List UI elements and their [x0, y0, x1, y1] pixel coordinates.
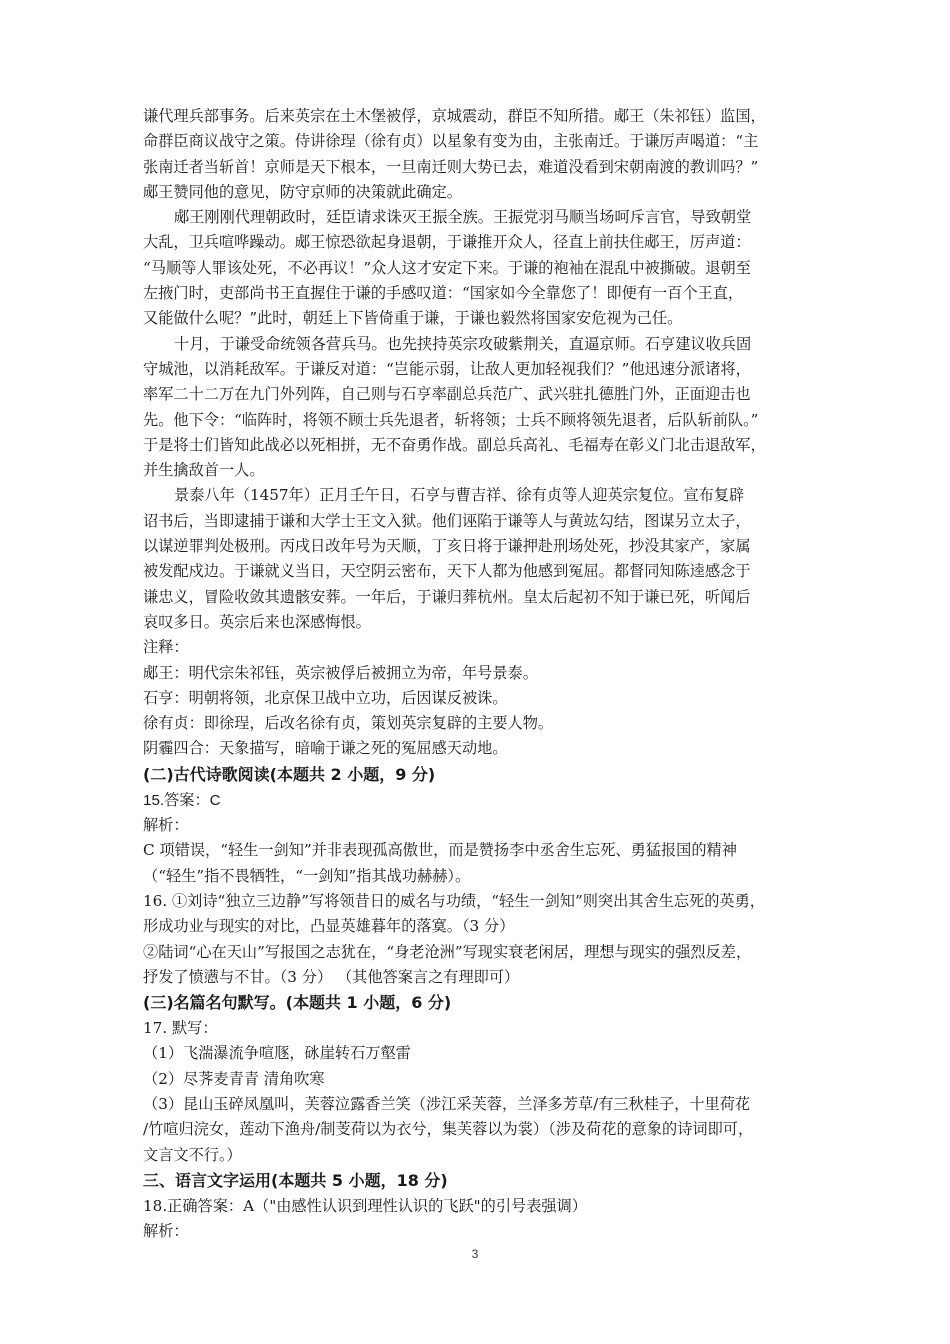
- section-heading: (三)名篇名句默写。(本题共 1 小题，6 分): [143, 993, 452, 1013]
- note-item: 石亨：明朝将领，北京保卫战中立功，后因谋反被诛。: [143, 688, 508, 707]
- question-15-answer: 15.答案：C: [143, 791, 221, 809]
- note-item: 阴霾四合：天象描写，暗喻于谦之死的冤屈感天动地。: [143, 739, 508, 758]
- notes-block: [143, 635, 811, 761]
- question-17-line: /竹喧归浣女，莲动下渔舟/制芰荷以为衣兮，集芙蓉以为裳）（涉及荷花的意象的诗词即可，: [143, 1120, 754, 1139]
- text-line: 张南迁者当斩首！京师是天下根本，一旦南迁则大势已去，难道没看到宋朝南渡的教训吗？”: [143, 157, 759, 176]
- text-line: 谦忠义，冒险收敛其遗骸安葬。一年后，于谦归葬杭州。皇太后起初不知于谦已死，听闻后: [143, 587, 751, 606]
- section-heading: (二)古代诗歌阅读(本题共 2 小题，9 分): [143, 764, 436, 784]
- paragraph-4: [143, 483, 811, 635]
- analysis-label: 解析：: [143, 1222, 189, 1241]
- text-line: 景泰八年（1457年）正月壬午日，石亨与曹吉祥、徐有贞等人迎英宗复位。宣布复辟: [174, 486, 745, 505]
- question-16-line: ②陆词“心在天山”写报国之志犹在，“身老沧洲”写现实衰老闲居，理想与现实的强烈反差，: [143, 942, 752, 961]
- question-16-line: 抒发了愤懑与不甘。（3 分） （其他答案言之有理即可）: [143, 967, 520, 986]
- page-number: 3: [471, 1247, 479, 1261]
- section-poetry-reading: [143, 762, 811, 990]
- note-item: 郕王：明代宗朱祁钰，英宗被俘后被拥立为帝，年号景泰。: [143, 663, 538, 682]
- text-line: 被发配戍边。于谦就义当日，天空阴云密布，天下人都为他感到冤屈。都督同知陈逵感念于: [143, 562, 751, 581]
- text-line: 率军二十二万在九门外列阵，自己则与石亨率副总兵范广、武兴驻扎德胜门外，正面迎击也: [143, 385, 751, 404]
- text-line: 并生擒敌首一人。: [143, 461, 265, 480]
- text-line: 于是将士们皆知此战必以死相拼，无不奋勇作战。副总兵高礼、毛福寿在彰义门北击退敌军，: [143, 435, 766, 454]
- text-line: 命群臣商议战守之策。侍讲徐珵（徐有贞）以星象有变为由，主张南迁。于谦厉声喝道：“主: [143, 132, 759, 151]
- paragraph-2: [143, 205, 811, 331]
- paragraph-1: [143, 104, 811, 205]
- question-17-line: （3）昆山玉碎凤凰叫，芙蓉泣露香兰笑（涉江采芙蓉，兰泽多芳草/有三秋桂子，十里荷花: [143, 1094, 751, 1113]
- section-language-use: [143, 1168, 811, 1245]
- notes-label: 注释：: [143, 638, 189, 657]
- text-line: （“轻生”指不畏牺牲，“一剑知”指其战功赫赫）。: [143, 866, 471, 885]
- text-line: 十月，于谦受命统领各营兵马。也先挟持英宗攻破紫荆关，直逼京师。石亨建议收兵固: [174, 334, 752, 353]
- text-line: 先。他下令：“临阵时，将领不顾士兵先退者，斩将领；士兵不顾将领先退者，后队斩前队。”: [143, 410, 759, 429]
- note-item: 徐有贞：即徐珵，后改名徐有贞，策划英宗复辟的主要人物。: [143, 714, 554, 733]
- question-17-line: （2）尽荠麦青青 清角吹寒: [143, 1069, 325, 1088]
- question-17-line: 文言文不行。）: [143, 1145, 242, 1164]
- text-line: 谦代理兵部事务。后来英宗在土木堡被俘，京城震动，群臣不知所措。郕王（朱祁钰）监国，: [143, 107, 766, 125]
- text-line: 哀叹多日。英宗后来也深感悔恨。: [143, 612, 371, 631]
- text-line: 郕王赞同他的意见，防守京师的决策就此确定。: [143, 182, 462, 201]
- text-line: “马顺等人罪该处死，不必再议！”众人这才安定下来。于谦的袍袖在混乱中被撕破。退朝至: [143, 258, 751, 277]
- text-line: 以谋逆罪判处极刑。丙戌日改年号为天顺，丁亥日将于谦押赴刑场处死，抄没其家产，家属: [143, 537, 751, 556]
- section-heading: 三、语言文字运用(本题共 5 小题，18 分): [143, 1170, 448, 1190]
- question-16-line: 形成功业与现实的对比，凸显英雄暮年的落寞。（3 分）: [143, 917, 515, 936]
- question-16-line: 16. ①刘诗“独立三边静”写将领昔日的威名与功绩，“轻生一剑知”则突出其舍生忘死的英勇，: [143, 891, 765, 910]
- document-page: [143, 104, 811, 1244]
- question-17-label: 17. 默写：: [143, 1019, 218, 1038]
- text-line: 左掖门时，吏部尚书王直握住于谦的手感叹道：“国家如今全靠您了！即便有一百个王直，: [143, 284, 744, 303]
- analysis-label: 解析：: [143, 816, 189, 835]
- text-line: 诏书后，当即逮捕于谦和大学士王文入狱。他们诬陷于谦等人与黄竑勾结，图谋另立太子，: [143, 511, 751, 530]
- text-line: 大乱，卫兵喧哗躁动。郕王惊恐欲起身退朝，于谦推开众人，径直上前扶住郕王，厉声道：: [143, 233, 751, 252]
- section-recitation: [143, 990, 811, 1168]
- text-line: 守城池，以消耗敌军。于谦反对道：“岂能示弱，让敌人更加轻视我们？”他迅速分派诸将，: [143, 359, 751, 378]
- text-line: C 项错误，“轻生一剑知”并非表现孤高傲世，而是赞扬李中丞舍生忘死、勇猛报国的精神: [143, 841, 737, 860]
- text-line: 郕王刚刚代理朝政时，廷臣请求诛灭王振全族。王振党羽马顺当场呵斥言官，导致朝堂: [174, 208, 752, 227]
- paragraph-3: [143, 332, 811, 484]
- question-18-answer: 18.正确答案：A（"由感性认识到理性认识的飞跃"的引号表强调）: [143, 1196, 587, 1215]
- question-17-line: （1）飞湍瀑流争喧豗，砯崖转石万壑雷: [143, 1044, 411, 1063]
- text-line: 又能做什么呢？”此时，朝廷上下皆倚重于谦，于谦也毅然将国家安危视为己任。: [143, 309, 683, 328]
